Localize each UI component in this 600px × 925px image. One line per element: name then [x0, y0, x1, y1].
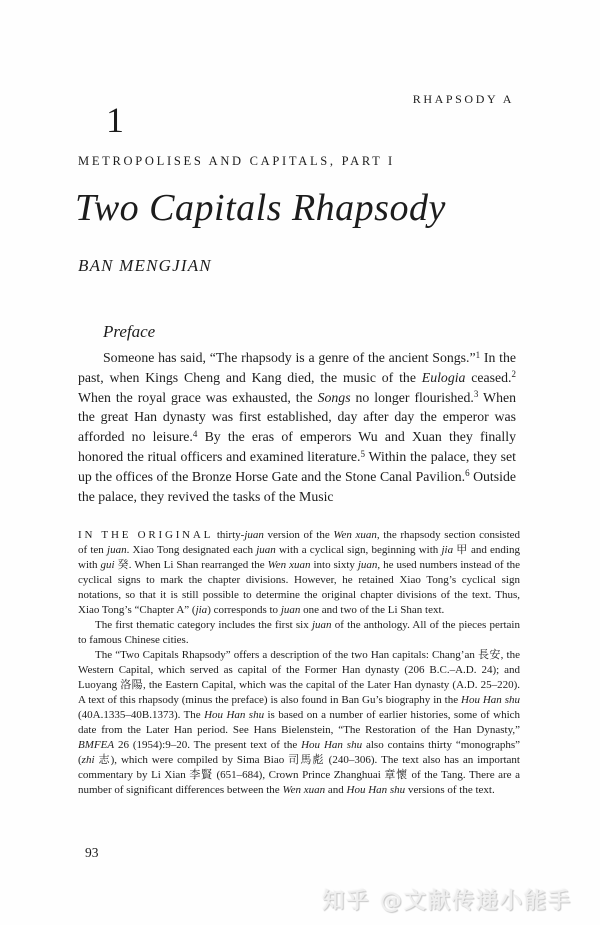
- text-segment: 志), which were compiled by Sima Biao 司馬彪 (240–306). The text also has an important commentary by Li Xian 李賢 (651–684), Crown Prince Zhanghuai 章懷 of the Tang. There are a number of significant differences between the: [78, 754, 520, 796]
- chapter-title: Two Capitals Rhapsody: [75, 187, 446, 229]
- text-segment: version of the: [263, 529, 334, 541]
- text-segment: 2: [511, 369, 516, 380]
- text-segment: of the anthology. All of the pieces pertain to famous Chinese cities.: [78, 619, 520, 646]
- text-segment: juan: [107, 544, 127, 556]
- text-segment: one and two of the Li Shan text.: [300, 604, 445, 616]
- text-segment: jia: [441, 544, 454, 556]
- text-segment: When the great Han dynasty was first established, day after day the emperor was afforded no leisure.: [78, 389, 516, 445]
- text-segment: By the eras of emperors Wu and Xuan they finally honored the ritual officers and examined literature.: [78, 429, 516, 464]
- footnote-paragraph-2: [78, 618, 520, 648]
- text-segment: , the rhapsody section consisted of ten: [78, 529, 521, 556]
- text-segment: 癸. When Li Shan rearranged the: [114, 559, 268, 571]
- footnote-block: [78, 528, 520, 798]
- text-segment: 6: [465, 468, 470, 479]
- text-segment: jia: [195, 604, 208, 616]
- text-segment: 5: [360, 448, 365, 459]
- text-segment: Hou Han shu: [461, 694, 520, 706]
- text-segment: no longer flourished.: [350, 389, 474, 405]
- preface-heading: Preface: [103, 322, 156, 341]
- text-segment: with a cyclical sign, beginning with: [275, 544, 442, 556]
- text-segment: IN THE ORIGINAL: [78, 529, 214, 541]
- text-segment: Within the palace, they set up the offices of the Bronze Horse Gate and the Stone Canal Pavilion.: [78, 448, 517, 484]
- text-segment: The “Two Capitals Rhapsody” offers a description of the two Han capitals: Chang’an 長安, the Western Capital, which served as capital of the Former Han dynasty (206 B.C.–A.D. 24); and Luoyang 洛陽, the Eastern Capital, which was the capital of the Later Han dynasty (A.D. 25–220). A text of this rhapsody (minus the preface) is also found in Ban Gu’s biography in the: [78, 649, 520, 706]
- text-segment: thirty-: [213, 529, 245, 541]
- footnote-paragraph-1: [78, 528, 520, 618]
- text-segment: and: [325, 784, 347, 796]
- text-segment: 4: [192, 428, 198, 439]
- text-segment: gui: [100, 559, 115, 571]
- part-title: METROPOLISES AND CAPITALS, PART I: [78, 154, 395, 168]
- text-segment: also contains thirty “monographs” (: [78, 739, 521, 766]
- text-segment: into sixty: [310, 559, 358, 571]
- text-segment: 1: [475, 349, 481, 360]
- text-segment: Wen xuan: [267, 559, 311, 571]
- text-segment: 甲 and ending with: [78, 544, 520, 571]
- text-segment: 3: [473, 389, 479, 400]
- text-segment: juan: [280, 604, 301, 616]
- text-segment: juan: [256, 544, 276, 556]
- text-segment: juan: [244, 529, 264, 541]
- text-segment: When the royal grace was exhausted, the: [78, 389, 318, 405]
- zhihu-watermark: 知乎 @文献传递小能手: [322, 889, 572, 914]
- text-segment: is based on a number of earlier histories, some of which date from the Later Han period. See Hans Bielenstein, “The Restoration of the Han Dynasty,”: [78, 709, 521, 736]
- text-segment: Wen xuan: [333, 529, 377, 541]
- text-segment: Wen xuan: [282, 784, 326, 796]
- author-name: BAN MENGJIAN: [78, 256, 212, 275]
- text-segment: Hou Han shu: [204, 709, 265, 721]
- chapter-number: 1: [106, 100, 124, 140]
- text-segment: Someone has said, “The rhapsody is a genre of the ancient Songs.”: [103, 350, 476, 365]
- running-head: RHAPSODY A: [412, 92, 514, 106]
- text-segment: zhi: [81, 754, 95, 766]
- text-segment: Eulogia: [421, 369, 466, 385]
- text-segment: ) corresponds to: [207, 604, 281, 616]
- text-segment: The first thematic category includes the first six: [95, 619, 312, 631]
- text-segment: ceased.: [465, 369, 512, 385]
- text-segment: Songs: [317, 389, 351, 405]
- text-segment: BMFEA: [78, 739, 115, 751]
- text-segment: versions of the text.: [405, 784, 495, 796]
- text-segment: In the past, when Kings Cheng and Kang died, the music of the: [78, 350, 517, 385]
- text-segment: Hou Han shu: [301, 739, 363, 751]
- text-segment: Outside the palace, they revived the tasks of the Music: [78, 468, 516, 504]
- text-segment: juan: [311, 619, 332, 631]
- footnote-paragraph-3: [78, 648, 520, 798]
- preface-paragraph: [78, 348, 516, 506]
- text-segment: . Xiao Tong designated each: [126, 544, 257, 556]
- text-segment: , he used numbers instead of the cyclical signs to mark the chapter divisions. However, he retained Xiao Tong’s cyclical sign notations, so that it is still possible to determine the original chapter divisions of the text. Thus, Xiao Tong’s “Chapter A” (: [78, 559, 521, 616]
- text-segment: 26 (1954):9–20. The present text of the: [114, 739, 302, 751]
- page-number: 93: [85, 845, 99, 860]
- text-segment: juan: [357, 559, 378, 571]
- text-segment: (40A.1335–40B.1373). The: [78, 709, 205, 721]
- text-segment: Hou Han shu: [346, 784, 406, 796]
